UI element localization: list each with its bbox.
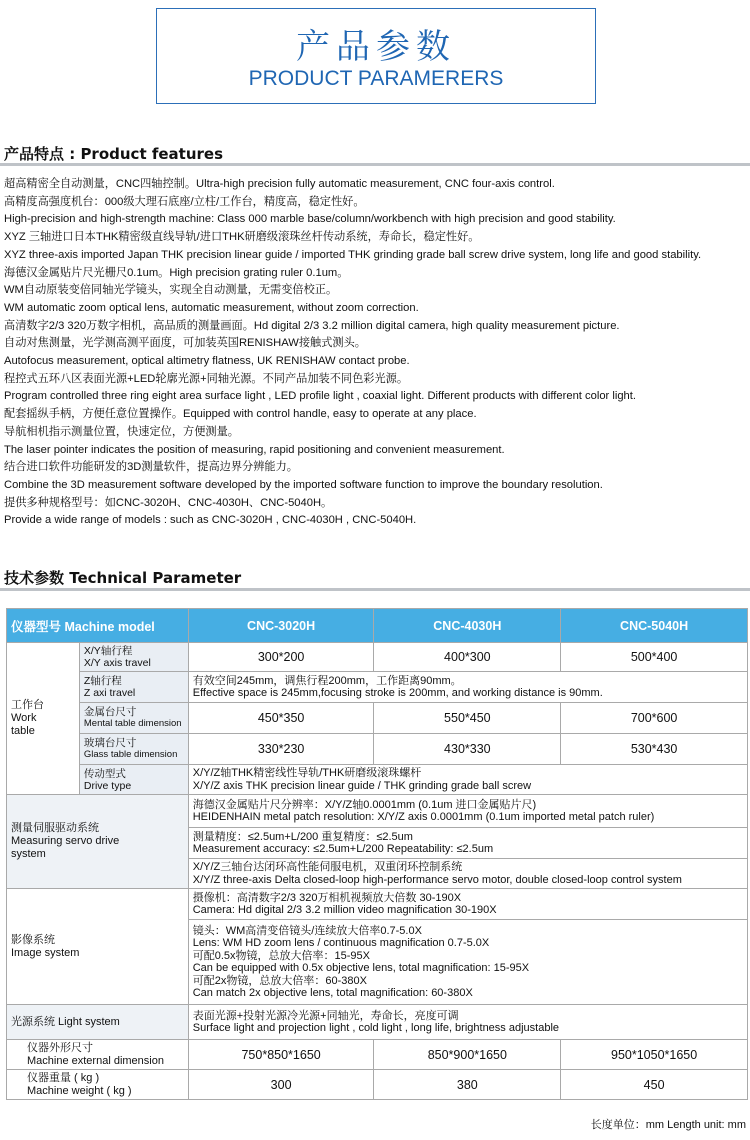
feature-line: 海德汉金属贴片尺光栅尺0.1um。High precision grating ruler 0.1um。: [4, 266, 349, 279]
table-cell: 850*900*1650: [374, 1040, 561, 1070]
table-row: [7, 643, 748, 672]
features-list: [4, 176, 746, 530]
cell-text-en: Camera: Hd digital 2/3 3.2 million video magnification 30-190X: [192, 904, 497, 916]
sublabel-en: Z axi travel: [83, 687, 136, 699]
sublabel-en: Mental table dimension: [83, 718, 182, 729]
group-label-en: Machine weight ( kg ): [27, 1084, 132, 1097]
cell-text-cn: 表面光源+投射光源冷光源+同轴光，寿命长，亮度可调: [192, 1009, 459, 1022]
table-row: [7, 889, 748, 920]
table-cell: 530*430: [561, 734, 748, 765]
sublabel: [79, 703, 188, 734]
sublabel-cn: Z轴行程: [83, 675, 122, 687]
weight-label: [7, 1070, 189, 1100]
length-unit-note: 长度单位：mm Length unit: mm: [590, 1119, 746, 1131]
cell-text-en: X/Y/Z axis THK precision linear guide / THK grinding grade ball screw: [192, 779, 532, 792]
light-group: 光源系统 Light system: [7, 1005, 189, 1040]
sublabel-en: Drive type: [83, 779, 132, 792]
group-label-cn: 仪器外形尺寸: [27, 1041, 93, 1054]
cell-text-cn: X/Y/Z三轴台达闭环高性能伺服电机，双重闭环控制系统: [192, 861, 463, 873]
cell-text-en: HEIDENHAIN metal patch resolution: X/Y/Z axis 0.0001mm (0.1um imported metal patch ruler): [192, 811, 655, 823]
feature-line: 高清数字2/3 320万数字相机，高品质的测量画面。Hd digital 2/3 3.2 million digital camera, high quality measurement picture.: [4, 319, 620, 332]
table-cell: 550*450: [374, 703, 561, 734]
cell-text-cn: 测量精度：≤2.5um+L/200 重复精度：≤2.5um: [192, 830, 413, 843]
feature-line: 导航相机指示测量位置，快速定位，方便测量。: [4, 425, 239, 438]
image-group: [7, 889, 189, 1005]
cell-text-en: Surface light and projection light , cold light , long life, brightness adjustable: [192, 1022, 560, 1034]
table-cell: 430*330: [374, 734, 561, 765]
feature-line: 结合进口软件功能研发的3D测量软件，提高边界分辨能力。: [4, 461, 298, 474]
table-row: [7, 734, 748, 765]
table-cell: 300: [188, 1070, 374, 1100]
sublabel: [79, 734, 188, 765]
cell-text-cn: 海德汉金属贴片尺分辨率：X/Y/Z轴0.0001mm (0.1um 进口金属贴片尺): [192, 798, 537, 811]
feature-line: 自动对焦测量，光学测高测平面度，可加装英国RENISHAW接触式测头。: [4, 337, 366, 350]
cell-text-en: Can be equipped with 0.5x objective lens, total magnification: 15-95X: [192, 962, 530, 974]
table-cell: 500*400: [561, 643, 748, 672]
group-label-en: table: [11, 725, 35, 737]
cell-text-cn: 有效空间245mm，调焦行程200mm，工作距离90mm。: [192, 674, 462, 687]
cell-text-en: X/Y/Z three-axis Delta closed-loop high-performance servo motor, double closed-loop control system: [192, 873, 682, 886]
feature-line: WM automatic zoom optical lens, automatic measurement, without zoom correction.: [4, 301, 419, 314]
feature-line: High-precision and high-strength machine: Class 000 marble base/column/workbench with high precision and good stability.: [4, 213, 616, 226]
feature-line: WM自动原装变倍同轴光学镜头，实现全自动测量，无需变倍校正。: [4, 284, 338, 297]
table-row: [7, 1070, 748, 1100]
group-label-cn: 仪器重量 ( kg ): [27, 1071, 100, 1084]
sublabel-cn: 传动型式: [83, 767, 126, 780]
table-cell: [188, 765, 747, 795]
cell-text-cn: 可配0.5x物镜，总放大倍率：15-95X: [192, 949, 370, 962]
table-header-row: [7, 609, 748, 643]
table-row: [7, 795, 748, 828]
model-name: CNC-4030H: [374, 609, 561, 643]
table-cell: 950*1050*1650: [561, 1040, 748, 1070]
table-row: [7, 703, 748, 734]
table-cell: 450: [561, 1070, 748, 1100]
cell-text-en: Effective space is 245mm,focusing stroke is 200mm, and working distance is 90mm.: [192, 687, 603, 699]
group-label-en: Machine external dimension: [27, 1054, 164, 1067]
table-cell: 700*600: [561, 703, 748, 734]
sublabel: [79, 643, 188, 672]
cell-text-cn: X/Y/Z轴THK精密线性导轨/THK研磨级滚珠螺杆: [192, 767, 422, 779]
feature-line: 高精度高强度机台：000级大理石底座/立柱/工作台，精度高，稳定性好。: [4, 195, 365, 208]
group-label-en: Work: [11, 712, 37, 724]
model-name: CNC-5040H: [561, 609, 748, 643]
table-cell: 300*200: [188, 643, 374, 672]
servo-group: [7, 795, 189, 889]
table-cell: [188, 1005, 747, 1040]
group-label-en: Image system: [11, 946, 80, 959]
sublabel-cn: 玻璃台尺寸: [83, 737, 137, 749]
cell-text-cn: 镜头：WM高清变倍镜头/连续放大倍率0.7-5.0X: [192, 924, 422, 937]
dimension-label: [7, 1040, 189, 1070]
feature-line: 程控式五环八区表面光源+LED轮廓光源+同轴光源。不同产品加装不同色彩光源。: [4, 372, 409, 385]
work-table-group: [7, 643, 80, 795]
cell-text-en: Can match 2x objective lens, total magnification: 60-380X: [192, 987, 473, 999]
title-box: [156, 8, 596, 104]
feature-line: Program controlled three ring eight area surface light , LED profile light , coaxial light. Different products with different color light.: [4, 390, 637, 403]
model-label: 仪器型号 Machine model: [7, 609, 189, 643]
features-divider: [0, 163, 750, 166]
feature-line: 配套摇纵手柄，方便任意位置操作。Equipped with control handle, easy to operate at any place.: [4, 408, 477, 421]
table-cell: [188, 795, 747, 828]
table-cell: [188, 672, 747, 703]
feature-line: 提供多种规格型号：如CNC-3020H、CNC-4030H、CNC-5040H。: [4, 496, 333, 509]
feature-line: Autofocus measurement, optical altimetry flatness, UK RENISHAW contact probe.: [4, 355, 410, 368]
table-cell: [188, 828, 747, 859]
cell-text-cn: 摄像机：高清数字2/3 320万相机视频放大倍数 30-190X: [192, 891, 462, 904]
technical-heading: 技术参数 Technical Parameter: [4, 569, 242, 587]
model-name: CNC-3020H: [188, 609, 374, 643]
sublabel: [79, 765, 188, 795]
table-cell: 400*300: [374, 643, 561, 672]
features-heading: 产品特点 : Product features: [4, 145, 224, 163]
table-cell: [188, 889, 747, 920]
group-label-en: system: [11, 848, 46, 860]
table-cell: 750*850*1650: [188, 1040, 374, 1070]
feature-line: 超高精密全自动测量，CNC四轴控制。Ultra-high precision fully automatic measurement, CNC four-axis control.: [4, 178, 555, 190]
table-row: [7, 672, 748, 703]
sublabel-en: X/Y axis travel: [83, 657, 151, 669]
cell-text-cn: 可配2x物镜，总放大倍率：60-380X: [192, 974, 367, 987]
page-title-cn: 产品参数: [296, 27, 456, 67]
feature-line: Combine the 3D measurement software developed by the imported software function to improve the boundary resolution.: [4, 478, 603, 491]
page-title-en: PRODUCT PARAMERERS: [248, 67, 504, 90]
sublabel-cn: X/Y轴行程: [83, 645, 133, 657]
group-label-en: Measuring servo drive: [11, 835, 120, 847]
sublabel-cn: 金属台尺寸: [83, 706, 137, 718]
sublabel: [79, 672, 188, 703]
table-cell: [188, 859, 747, 889]
technical-divider: [0, 588, 750, 591]
feature-line: XYZ 三轴进口日本THK精密级直线导轨/进口THK研磨级滚珠丝杆传动系统，寿命长，稳定性好。: [4, 231, 480, 244]
group-label-cn: 影像系统: [11, 933, 55, 946]
table-cell: [188, 920, 747, 1005]
table-row: [7, 765, 748, 795]
feature-line: The laser pointer indicates the position of measuring, rapid positioning and convenient measurement.: [4, 443, 505, 456]
sublabel-en: Glass table dimension: [83, 749, 178, 760]
cell-text-en: Lens: WM HD zoom lens / continuous magnification 0.7-5.0X: [192, 937, 490, 949]
spec-table: [6, 608, 748, 1100]
table-cell: 380: [374, 1070, 561, 1100]
feature-line: XYZ three-axis imported Japan THK precision linear guide / imported THK grinding grade ball screw drive system, long life and good stability.: [4, 248, 702, 261]
table-cell: 330*230: [188, 734, 374, 765]
table-row: [7, 1005, 748, 1040]
group-label-cn: 测量伺服驱动系统: [11, 822, 99, 834]
table-row: [7, 1040, 748, 1070]
group-label-cn: 工作台: [11, 699, 44, 711]
feature-line: Provide a wide range of models : such as CNC-3020H , CNC-4030H , CNC-5040H.: [4, 514, 417, 527]
table-cell: 450*350: [188, 703, 374, 734]
cell-text-en: Measurement accuracy: ≤2.5um+L/200 Repeatability: ≤2.5um: [192, 843, 494, 855]
